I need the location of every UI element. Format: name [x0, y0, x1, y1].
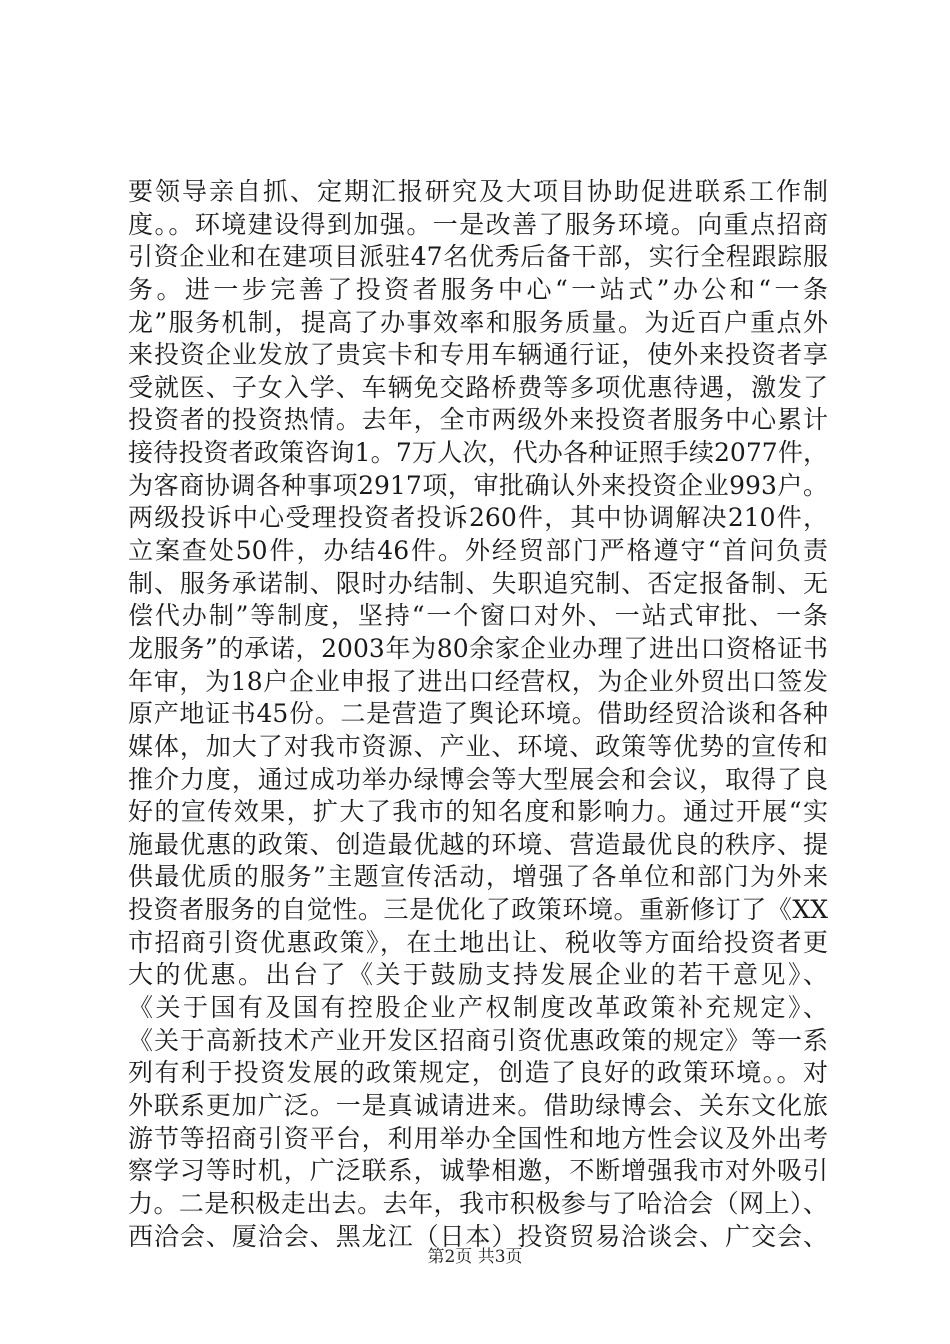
- text-line: 为客商协调各种事项2917项，审批确认外来投资企业993户。: [128, 470, 828, 500]
- text-line: 西洽会、厦洽会、黑龙江（日本）投资贸易洽谈会、广交会、: [128, 1221, 828, 1251]
- text-line: 引资企业和在建项目派驻47名优秀后备干部，实行全程跟踪服: [128, 242, 828, 272]
- text-line: 务。进一步完善了投资者服务中心“一站式”办公和“一条: [128, 274, 828, 304]
- text-line: 龙”服务机制，提高了办事效率和服务质量。为近百户重点外: [128, 307, 828, 337]
- text-line: 制、服务承诺制、限时办结制、失职追究制、否定报备制、无: [128, 568, 828, 598]
- text-line: 年审，为18户企业申报了进出口经营权，为企业外贸出口签发: [128, 666, 828, 696]
- text-line: 龙服务”的承诺，2003年为80余家企业办理了进出口资格证书: [128, 633, 828, 663]
- text-line: 投资者的投资热情。去年，全市两级外来投资者服务中心累计: [128, 405, 828, 435]
- text-line: 要领导亲自抓、定期汇报研究及大项目协助促进联系工作制: [128, 177, 828, 206]
- text-line: 立案查处50件，办结46件。外经贸部门严格遵守“首问负责: [128, 536, 828, 566]
- text-line: 推介力度，通过成功举办绿博会等大型展会和会议，取得了良: [128, 764, 828, 794]
- text-line: 偿代办制”等制度，坚持“一个窗口对外、一站式审批、一条: [128, 601, 828, 631]
- text-line: 《关于高新技术产业开发区招商引资优惠政策的规定》等一系: [128, 1025, 828, 1055]
- text-line: 原产地证书45份。二是营造了舆论环境。借助经贸洽谈和各种: [128, 699, 828, 729]
- text-line: 投资者服务的自觉性。三是优化了政策环境。重新修订了《XX: [128, 895, 828, 925]
- text-line: 受就医、子女入学、车辆免交路桥费等多项优惠待遇，激发了: [128, 372, 828, 402]
- text-line: 外联系更加广泛。一是真诚请进来。借助绿博会、关东文化旅: [128, 1090, 828, 1120]
- text-line: 好的宣传效果，扩大了我市的知名度和影响力。通过开展“实: [128, 797, 828, 827]
- text-line: 度。。环境建设得到加强。一是改善了服务环境。向重点招商: [128, 209, 828, 239]
- page-footer: 第2页 共3页: [427, 1247, 523, 1267]
- text-line: 力。二是积极走出去。去年，我市积极参与了哈洽会（网上）、: [128, 1188, 828, 1218]
- text-line: 两级投诉中心受理投资者投诉260件，其中协调解决210件，: [128, 503, 828, 533]
- text-line: 市招商引资优惠政策》，在土地出让、税收等方面给投资者更: [128, 927, 828, 957]
- body-paragraph: [128, 176, 828, 1253]
- text-line: 媒体，加大了对我市资源、产业、环境、政策等优势的宣传和: [128, 731, 828, 761]
- text-line: 供最优质的服务”主题宣传活动，增强了各单位和部门为外来: [128, 862, 828, 892]
- text-line: 来投资企业发放了贵宾卡和专用车辆通行证，使外来投资者享: [128, 340, 828, 370]
- text-line: 察学习等时机，广泛联系，诚挚相邀，不断增强我市对外吸引: [128, 1156, 828, 1186]
- text-line: 《关于国有及国有控股企业产权制度改革政策补充规定》、: [128, 993, 828, 1023]
- text-line: 施最优惠的政策、创造最优越的环境、营造最优良的秩序、提: [128, 829, 828, 859]
- text-line: 接待投资者政策咨询1。7万人次，代办各种证照手续2077件，: [128, 438, 828, 468]
- text-line: 游节等招商引资平台，利用举办全国性和地方性会议及外出考: [128, 1123, 828, 1153]
- text-line: 大的优惠。出台了《关于鼓励支持发展企业的若干意见》、: [128, 960, 828, 990]
- text-line: 列有利于投资发展的政策规定，创造了良好的政策环境。。对: [128, 1058, 828, 1088]
